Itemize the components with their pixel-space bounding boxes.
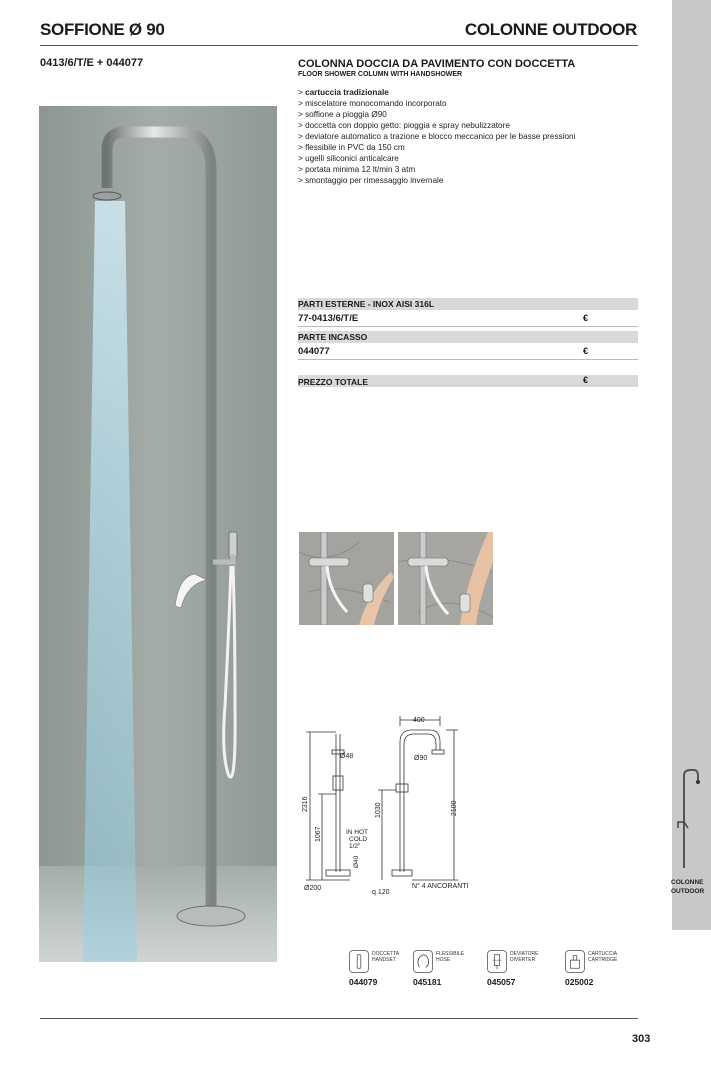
detail-photo <box>398 532 493 625</box>
accessory-hose: FLESSIBILE HOSE 045181 <box>413 951 465 987</box>
price-section-header: PARTE INCASSO <box>298 331 638 343</box>
currency-symbol: € <box>583 313 589 323</box>
dim-label: COLD <box>349 836 368 843</box>
dim-label: 2100 <box>451 800 458 816</box>
dim-label: 1/2" <box>349 843 361 850</box>
dim-label: Ø200 <box>304 885 322 892</box>
technical-drawing <box>296 712 496 902</box>
accessory-code: 025002 <box>565 977 594 987</box>
accessory-code: 044079 <box>349 977 378 987</box>
shower-column-icon <box>676 766 704 870</box>
product-photo <box>39 106 277 962</box>
feature-item: > deviatore automatico a trazione e blocco meccanico per le basse pressioni <box>298 132 576 141</box>
feature-item: > doccetta con doppio getto: pioggia e spray nebulizzatore <box>298 121 510 130</box>
price-section-header: PARTI ESTERNE - INOX AISI 316L <box>298 298 638 310</box>
footer-divider <box>40 1018 638 1019</box>
price-code: 77-0413/6/T/E <box>298 313 359 324</box>
dim-label: q 120 <box>372 889 390 896</box>
dim-label: 2316 <box>302 796 309 812</box>
price-total-row <box>298 375 638 387</box>
dim-label: Ø48 <box>340 753 354 760</box>
dim-label: N° 4 ANCORANTI <box>412 883 469 890</box>
detail-photo <box>299 532 394 625</box>
feature-item: > portata minima 12 lt/min 3 atm <box>298 165 416 174</box>
header-divider <box>40 45 638 46</box>
dim-label: Ø40 <box>353 855 360 868</box>
feature-item: > flessibile in PVC da 150 cm <box>298 143 405 152</box>
price-total-label: PREZZO TOTALE <box>298 377 369 387</box>
dim-label: 400 <box>413 717 425 724</box>
page-number: 303 <box>632 1033 651 1045</box>
cartridge-icon <box>565 950 585 973</box>
dim-label: IN HOT <box>346 829 369 836</box>
accessory-cartridge: CARTUCCIA CARTRIDGE 025002 <box>565 951 618 987</box>
diverter-icon <box>487 950 507 973</box>
currency-symbol: € <box>583 375 589 385</box>
product-title: COLONNA DOCCIA DA PAVIMENTO CON DOCCETTA <box>298 58 576 70</box>
handset-icon <box>349 950 369 973</box>
feature-item: > smontaggio per rimessaggio invernale <box>298 176 444 185</box>
dim-label: 1067 <box>315 826 322 842</box>
dim-label: 1030 <box>375 802 382 818</box>
accessory-handset: DOCCETTA HANDSET 044079 <box>349 951 400 987</box>
product-subtitle: FLOOR SHOWER COLUMN WITH HANDSHOWER <box>298 71 463 78</box>
feature-item: > miscelatore monocomando incorporato <box>298 99 447 108</box>
page-title: SOFFIONE Ø 90 <box>40 20 165 39</box>
section-title: COLONNE OUTDOOR <box>464 20 637 39</box>
feature-item: > cartuccia tradizionale <box>298 88 389 97</box>
currency-symbol: € <box>583 346 589 356</box>
price-row <box>298 310 638 327</box>
product-code: 0413/6/T/E + 044077 <box>40 57 144 69</box>
accessory-code: 045181 <box>413 977 442 987</box>
price-table <box>298 298 638 387</box>
accessory-diverter: DEVIATORE DIVERTER 045057 <box>487 951 539 987</box>
hose-icon <box>413 950 433 973</box>
feature-list <box>298 87 575 186</box>
price-row <box>298 343 638 360</box>
price-code: 044077 <box>298 346 330 357</box>
feature-item: > ugelli siliconici anticalcare <box>298 154 399 163</box>
dim-label: Ø90 <box>414 755 428 762</box>
side-tab-label: COLONNE OUTDOOR <box>671 879 705 895</box>
accessory-code: 045057 <box>487 977 516 987</box>
feature-item: > soffione a pioggia Ø90 <box>298 110 387 119</box>
